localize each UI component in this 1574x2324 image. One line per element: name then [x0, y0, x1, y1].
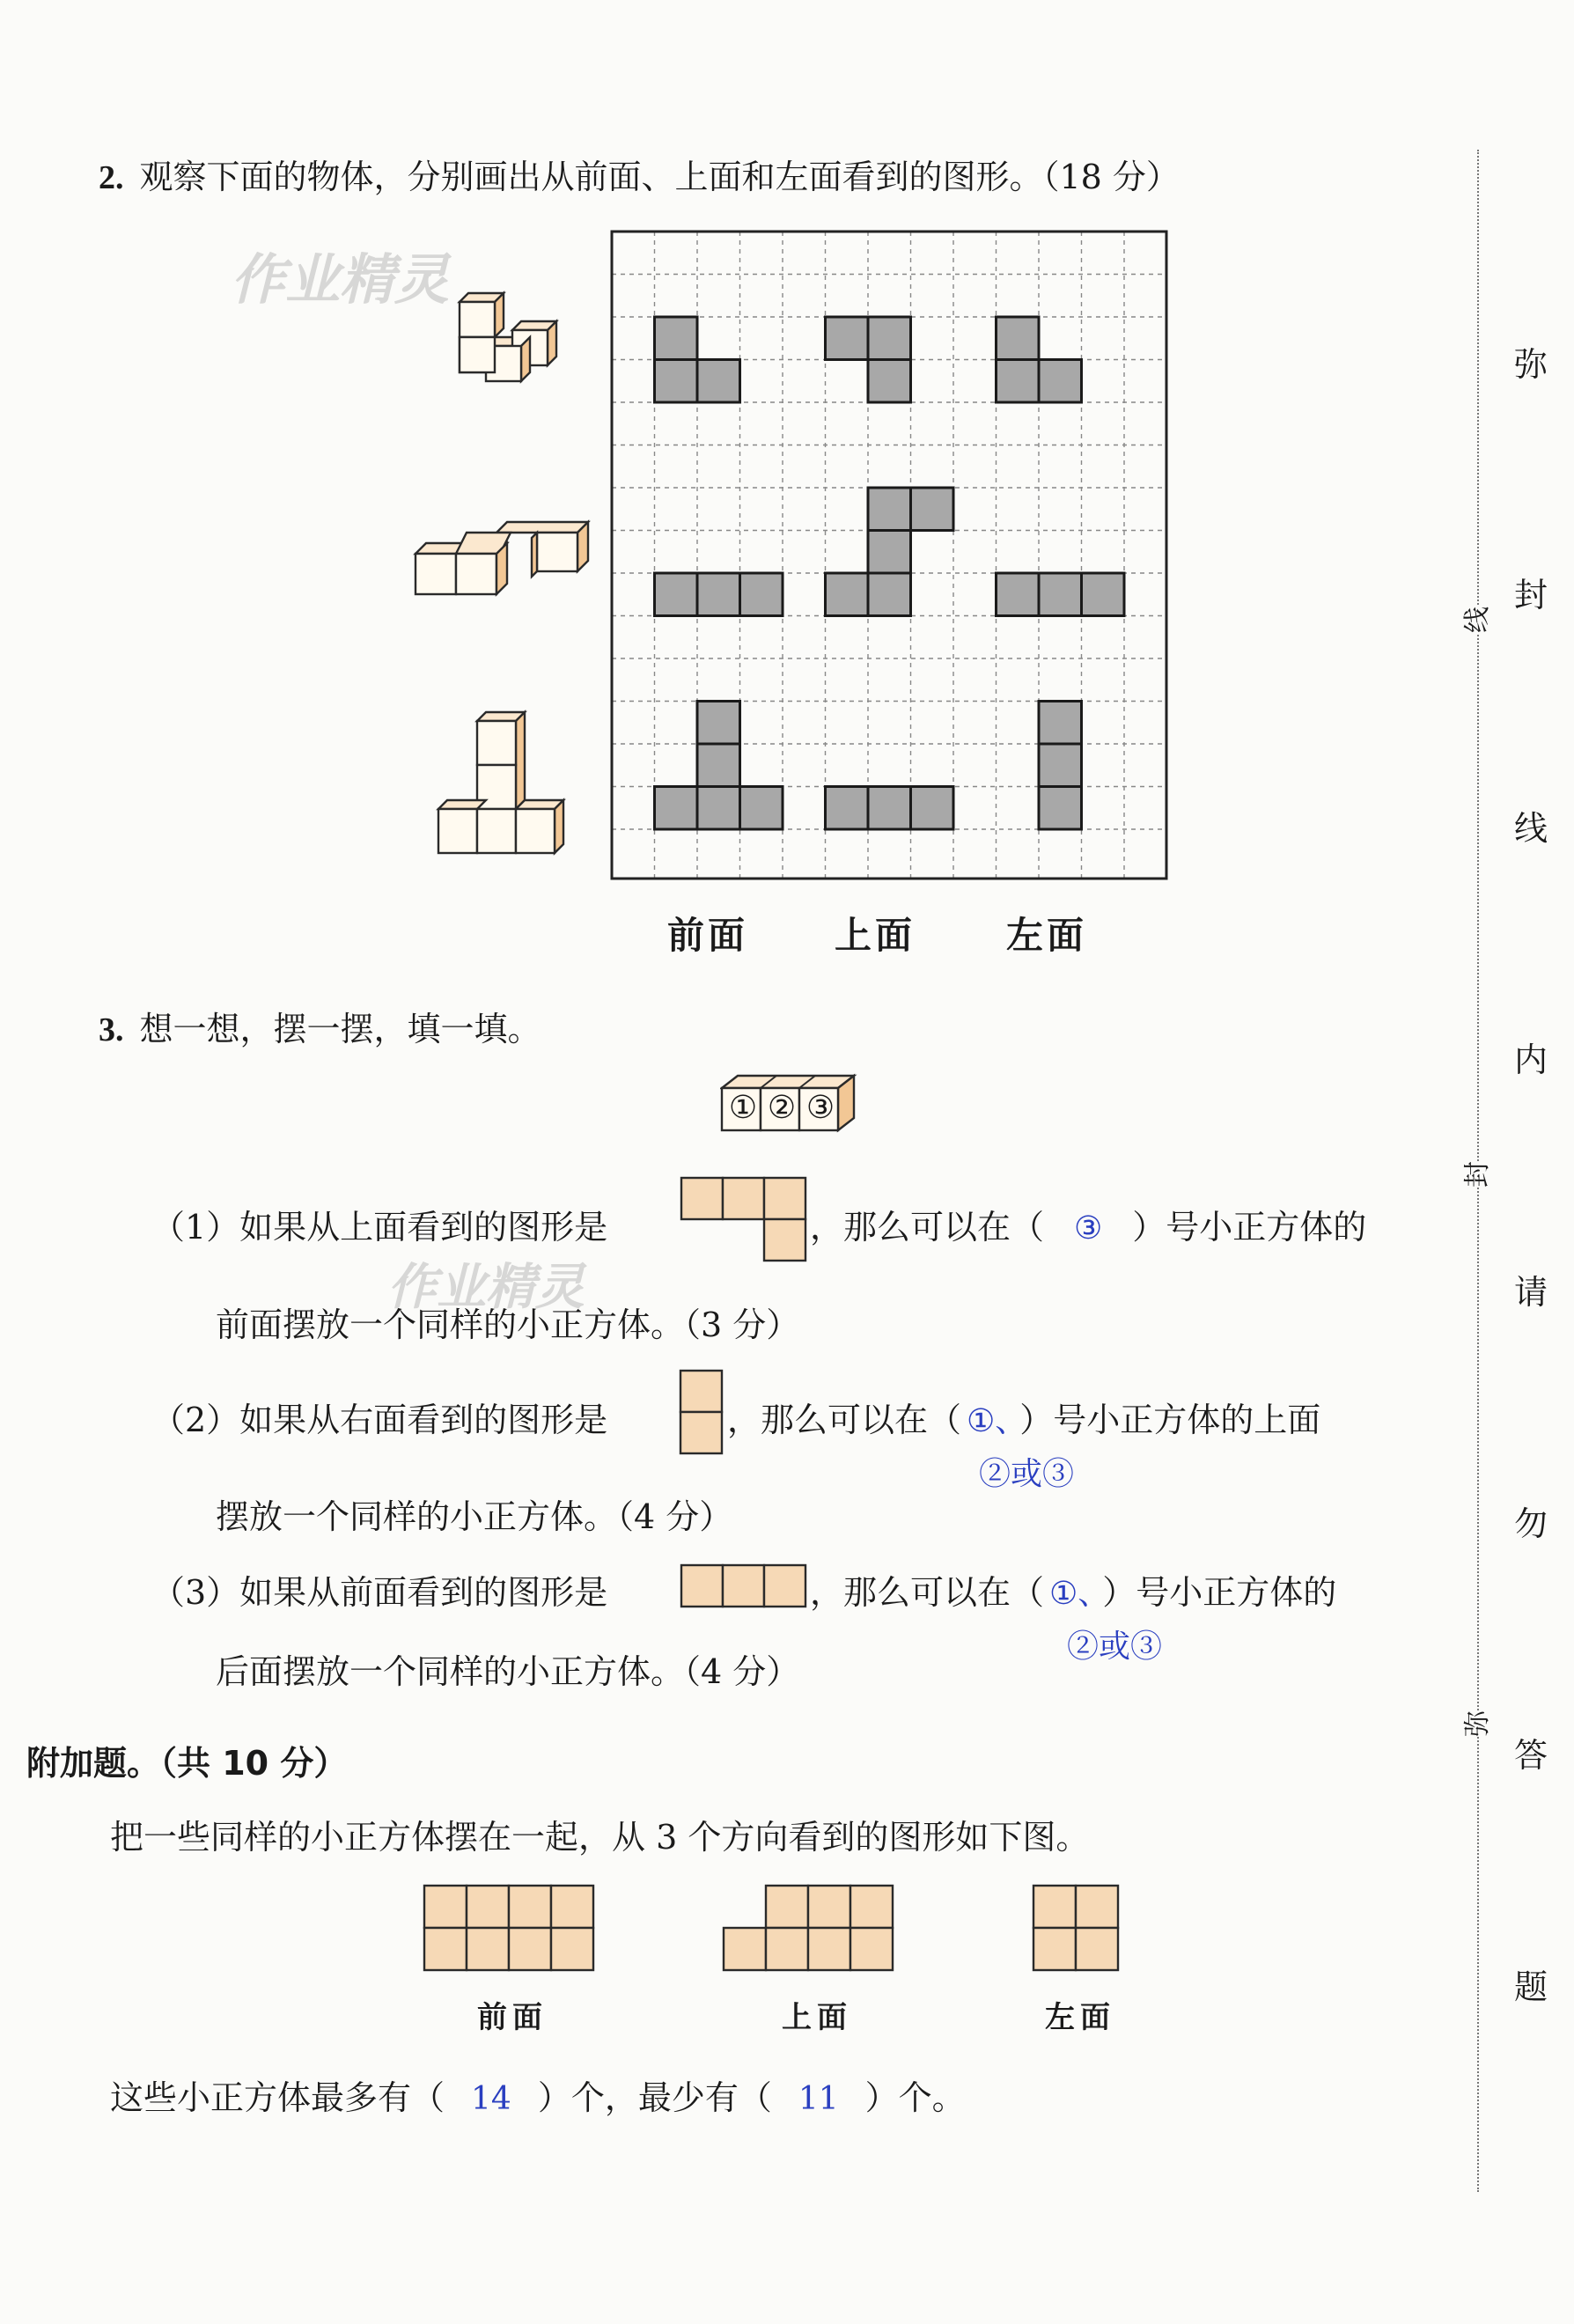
- answer-text: ①、: [1049, 1576, 1094, 1612]
- answer-square: [868, 787, 911, 830]
- bonus-heading: 附加题。（共 10 分）: [26, 1744, 348, 1783]
- question-3-title: [99, 1002, 541, 1050]
- answer-square: [740, 787, 783, 830]
- answer-square: [1039, 702, 1082, 745]
- margin-char: 题: [1514, 1967, 1548, 2006]
- question-number: 3.: [99, 1011, 124, 1048]
- answer-grid: [607, 227, 1171, 883]
- answer-text: ③: [1074, 1210, 1103, 1247]
- part-suffix: ）号小正方体的: [1102, 1573, 1337, 1612]
- object-2-cubes: [412, 515, 597, 612]
- q3-part1-line1-rest: [810, 1200, 1366, 1248]
- right-view-figure: [679, 1369, 724, 1457]
- object-3-cubes: [431, 709, 581, 858]
- watermark: 作业精灵: [231, 247, 450, 312]
- view-label-front: 前面: [667, 914, 749, 957]
- part-suffix: ）号小正方体的上面: [1019, 1401, 1321, 1439]
- seal-line-label: 弥: [1452, 1710, 1497, 1737]
- answer-text-line2: ②或③: [1067, 1629, 1163, 1665]
- answer-square: [911, 787, 954, 830]
- answer-square: [997, 360, 1040, 403]
- margin-char: 请: [1514, 1273, 1548, 1312]
- front-view-figure: [680, 1563, 808, 1611]
- part-prefix: （2）如果从右面看到的图形是: [151, 1401, 608, 1439]
- q3-part1-line2: 前面摆放一个同样的小正方体。（3 分）: [216, 1305, 800, 1344]
- answer-square: [1039, 573, 1082, 616]
- answer-square: [655, 787, 698, 830]
- bonus-mid: ）个，最少有（: [537, 2078, 772, 2117]
- bonus-suffix: ）个。: [864, 2078, 966, 2117]
- q3-part2-line2: 摆放一个同样的小正方体。（4 分）: [216, 1497, 733, 1536]
- answer-max: 14: [471, 2081, 511, 2117]
- bonus-text: 把一些同样的小正方体摆在一起，从 3 个方向看到的图形如下图。: [110, 1818, 1090, 1857]
- bonus-question: [110, 2070, 966, 2119]
- margin-char: 封: [1514, 576, 1548, 614]
- answer-square: [1039, 744, 1082, 787]
- answer-square: [655, 360, 698, 403]
- top-view-figure: [680, 1176, 808, 1264]
- answer-square: [655, 317, 698, 360]
- q3-part2-line1-rest: [727, 1393, 1320, 1441]
- seal-line-label: 线: [1452, 607, 1497, 633]
- bonus-label-top: 上面: [782, 2000, 852, 2035]
- part-prefix: （3）如果从前面看到的图形是: [151, 1573, 608, 1612]
- part-mid: ，那么可以在（: [727, 1401, 962, 1439]
- q3-part3-line1-rest: [810, 1565, 1336, 1614]
- part-mid: ，那么可以在（: [810, 1208, 1045, 1247]
- answer-square: [868, 488, 911, 531]
- q3-part3-line2: 后面摆放一个同样的小正方体。（4 分）: [216, 1652, 800, 1691]
- answer-min: 11: [798, 2081, 839, 2117]
- question-text: 想一想，摆一摆，填一填。: [139, 1010, 541, 1048]
- q3-part2-line1: [151, 1393, 607, 1441]
- answer-square: [997, 317, 1040, 360]
- bonus-label-front: 前面: [477, 2000, 548, 2035]
- answer-square: [697, 573, 740, 616]
- answer-square: [655, 573, 698, 616]
- answer-square: [868, 573, 911, 616]
- part-prefix: （1）如果从上面看到的图形是: [151, 1208, 608, 1247]
- margin-char: 答: [1514, 1736, 1548, 1775]
- answer-square: [740, 573, 783, 616]
- part-mid: ，那么可以在（: [810, 1573, 1045, 1612]
- question-2-title: [99, 150, 1180, 198]
- answer-square: [697, 787, 740, 830]
- margin-char: 弥: [1514, 345, 1548, 384]
- cube-label-3: ③: [805, 1090, 835, 1126]
- margin-char: 线: [1514, 809, 1548, 848]
- answer-square: [1039, 360, 1082, 403]
- answer-square: [697, 702, 740, 745]
- answer-square: [826, 787, 869, 830]
- answer-text-line2: ②或③: [979, 1456, 1075, 1492]
- answer-text: ①、: [967, 1403, 1011, 1439]
- answer-square: [868, 360, 911, 403]
- bonus-front-view: [421, 1882, 597, 1974]
- cube-label-2: ②: [767, 1090, 797, 1126]
- answer-square: [697, 360, 740, 403]
- answer-square: [911, 488, 954, 531]
- bonus-top-view: [720, 1882, 896, 1974]
- object-1-cubes: [449, 286, 563, 405]
- question-number: 2.: [99, 159, 124, 196]
- watermark: 作业精灵: [387, 1259, 585, 1316]
- view-label-top: 上面: [835, 914, 916, 957]
- bonus-prefix: 这些小正方体最多有（: [110, 2078, 445, 2117]
- answer-square: [1039, 787, 1082, 830]
- q3-part1-line1: [151, 1200, 607, 1248]
- answer-square: [868, 317, 911, 360]
- answer-square: [826, 317, 869, 360]
- answer-square: [697, 744, 740, 787]
- part-suffix: ）号小正方体的: [1132, 1208, 1367, 1247]
- answer-square: [868, 531, 911, 574]
- question-text: 观察下面的物体，分别画出从前面、上面和左面看到的图形。（18 分）: [139, 158, 1180, 196]
- margin-char: 勿: [1514, 1504, 1548, 1543]
- view-label-left: 左面: [1006, 914, 1088, 957]
- answer-square: [997, 573, 1040, 616]
- bonus-label-left: 左面: [1045, 2000, 1115, 2035]
- margin-char: 内: [1514, 1041, 1548, 1079]
- answer-square: [826, 573, 869, 616]
- q3-part3-line1: [151, 1565, 607, 1614]
- answer-square: [1082, 573, 1125, 616]
- cube-label-1: ①: [728, 1090, 758, 1126]
- bonus-left-view: [1030, 1882, 1122, 1974]
- seal-line-label: 封: [1452, 1161, 1497, 1188]
